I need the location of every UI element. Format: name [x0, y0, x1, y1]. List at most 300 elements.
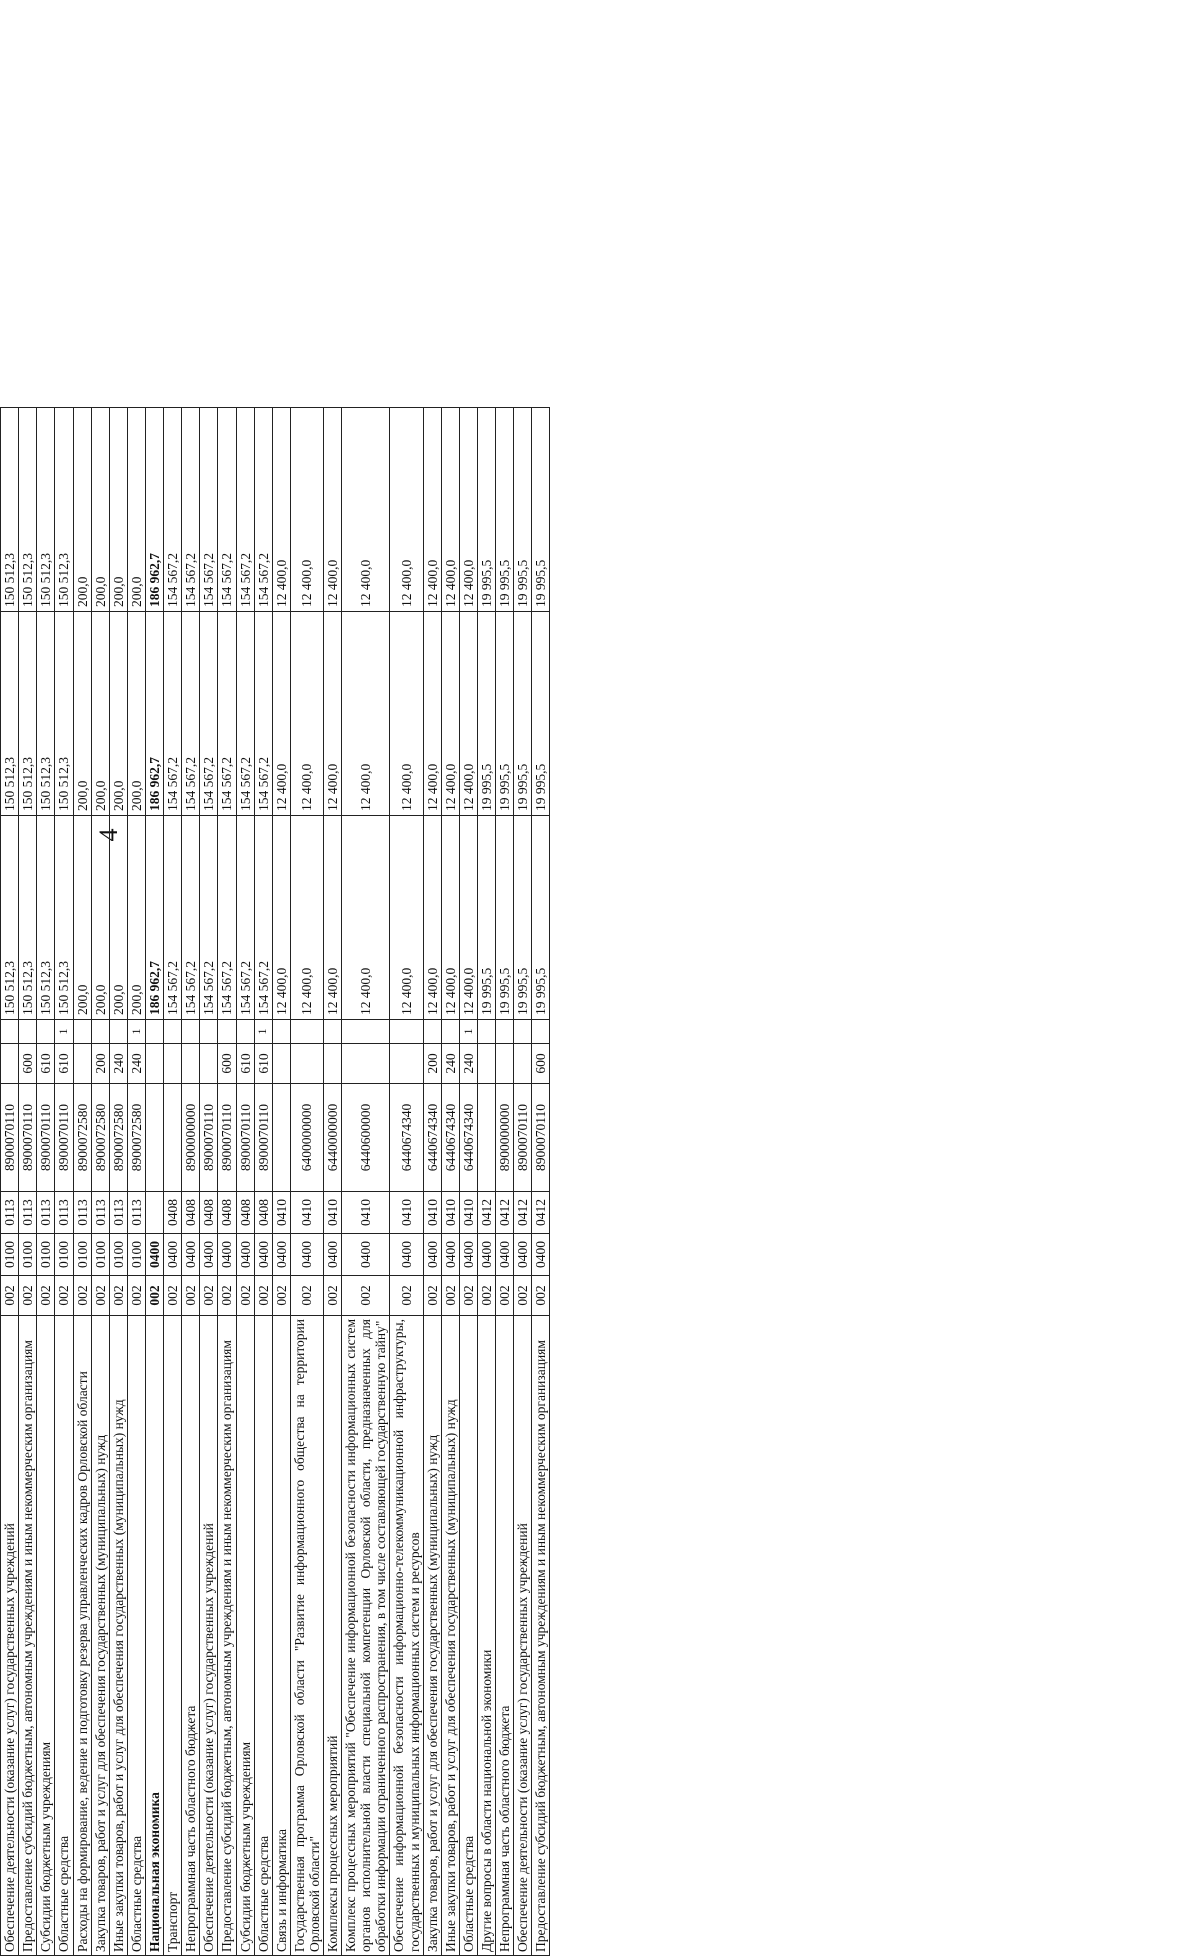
admin-code: 002: [19, 1276, 37, 1316]
subsection-code: 0113: [55, 1192, 73, 1234]
admin-code: 002: [423, 1276, 441, 1316]
table-row: [390, 408, 423, 1956]
row-name: Закупка товаров, работ и услуг для обеспечения государственных (муниципальных) нужд: [91, 1316, 109, 1956]
section-code: 0100: [127, 1234, 145, 1276]
amount-year-1: 12 400,0: [459, 816, 477, 1020]
amount-year-3: 19 995,5: [514, 408, 532, 612]
admin-code: 002: [496, 1276, 514, 1316]
table-row: [324, 408, 342, 1956]
section-code: 0100: [55, 1234, 73, 1276]
table-row: [127, 408, 145, 1956]
extra-mark: 1: [254, 1020, 272, 1044]
amount-year-3: 200,0: [127, 408, 145, 612]
amount-year-2: 186 962,7: [145, 612, 163, 816]
target-item-code: [272, 1084, 290, 1192]
section-code: 0100: [109, 1234, 127, 1276]
row-name: Непрограммная часть областного бюджета: [496, 1316, 514, 1956]
target-item-code: 6400000000: [290, 1084, 323, 1192]
admin-code: 002: [324, 1276, 342, 1316]
amount-year-3: 19 995,5: [532, 408, 550, 612]
row-name: Иные закупки товаров, работ и услуг для обеспечения государственных (муниципальных) нужд: [441, 1316, 459, 1956]
target-item-code: 8900000000: [182, 1084, 200, 1192]
extra-mark: [145, 1020, 163, 1044]
amount-year-3: 154 567,2: [200, 408, 218, 612]
admin-code: 002: [55, 1276, 73, 1316]
admin-code: 002: [91, 1276, 109, 1316]
target-item-code: 8900070110: [514, 1084, 532, 1192]
subsection-code: 0113: [1, 1192, 19, 1234]
amount-year-2: 12 400,0: [441, 612, 459, 816]
amount-year-1: 200,0: [73, 816, 91, 1020]
amount-year-3: 200,0: [91, 408, 109, 612]
expense-type-code: 600: [19, 1044, 37, 1084]
extra-mark: 1: [127, 1020, 145, 1044]
admin-code: 002: [478, 1276, 496, 1316]
amount-year-3: 154 567,2: [182, 408, 200, 612]
admin-code: 002: [218, 1276, 236, 1316]
expense-type-code: [290, 1044, 323, 1084]
table-row: [200, 408, 218, 1956]
target-item-code: 8900070110: [236, 1084, 254, 1192]
subsection-code: 0113: [19, 1192, 37, 1234]
target-item-code: 8900070110: [19, 1084, 37, 1192]
admin-code: 002: [390, 1276, 423, 1316]
expense-type-code: 610: [55, 1044, 73, 1084]
extra-mark: [37, 1020, 55, 1044]
extra-mark: [1, 1020, 19, 1044]
row-name: Расходы на формирование, ведение и подготовку резерва управленческих кадров Орловской области: [73, 1316, 91, 1956]
target-item-code: 6440674340: [390, 1084, 423, 1192]
target-item-code: 6440000000: [324, 1084, 342, 1192]
amount-year-1: 186 962,7: [145, 816, 163, 1020]
amount-year-1: 200,0: [127, 816, 145, 1020]
row-name: Субсидии бюджетным учреждениям: [236, 1316, 254, 1956]
row-name: Государственная программа Орловской области "Развитие информационного общества на территории Орловской области": [290, 1316, 323, 1956]
row-name: Комплексы процессных мероприятий: [324, 1316, 342, 1956]
target-item-code: 8900070110: [218, 1084, 236, 1192]
table-row: [496, 408, 514, 1956]
amount-year-2: 200,0: [91, 612, 109, 816]
admin-code: 002: [145, 1276, 163, 1316]
expense-type-code: [478, 1044, 496, 1084]
target-item-code: 6440674340: [423, 1084, 441, 1192]
expense-type-code: [390, 1044, 423, 1084]
table-row: [532, 408, 550, 1956]
amount-year-3: 150 512,3: [19, 408, 37, 612]
expense-type-code: 610: [236, 1044, 254, 1084]
row-name: Обеспечение деятельности (оказание услуг) государственных учреждений: [1, 1316, 19, 1956]
amount-year-2: 150 512,3: [37, 612, 55, 816]
admin-code: 002: [236, 1276, 254, 1316]
amount-year-3: 150 512,3: [1, 408, 19, 612]
amount-year-1: 200,0: [109, 816, 127, 1020]
extra-mark: [91, 1020, 109, 1044]
row-name: Областные средства: [127, 1316, 145, 1956]
section-code: 0400: [441, 1234, 459, 1276]
table-row: [91, 408, 109, 1956]
expense-type-code: 240: [127, 1044, 145, 1084]
subsection-code: 0113: [109, 1192, 127, 1234]
table-row: [55, 408, 73, 1956]
target-item-code: 6440674340: [459, 1084, 477, 1192]
section-code: 0400: [290, 1234, 323, 1276]
table-row: [423, 408, 441, 1956]
section-code: 0100: [73, 1234, 91, 1276]
budget-table: [0, 407, 550, 1956]
admin-code: 002: [73, 1276, 91, 1316]
subsection-code: 0410: [459, 1192, 477, 1234]
table-row: [290, 408, 323, 1956]
expense-type-code: [496, 1044, 514, 1084]
expense-type-code: 240: [441, 1044, 459, 1084]
section-code: 0400: [254, 1234, 272, 1276]
amount-year-3: 186 962,7: [145, 408, 163, 612]
target-item-code: 6440600000: [342, 1084, 390, 1192]
row-name: Национальная экономика: [145, 1316, 163, 1956]
page-number: 4: [94, 828, 123, 842]
subsection-code: 0410: [290, 1192, 323, 1234]
row-name: Другие вопросы в области национальной экономики: [478, 1316, 496, 1956]
amount-year-3: 200,0: [109, 408, 127, 612]
expense-type-code: 240: [459, 1044, 477, 1084]
row-name: Обеспечение деятельности (оказание услуг) государственных учреждений: [200, 1316, 218, 1956]
amount-year-1: 150 512,3: [1, 816, 19, 1020]
subsection-code: 0113: [73, 1192, 91, 1234]
row-name: Обеспечение деятельности (оказание услуг) государственных учреждений: [514, 1316, 532, 1956]
table-body: [0, 408, 550, 1956]
amount-year-1: 12 400,0: [290, 816, 323, 1020]
target-item-code: 8900070110: [532, 1084, 550, 1192]
expense-type-code: [73, 1044, 91, 1084]
table-row: [37, 408, 55, 1956]
admin-code: 002: [1, 1276, 19, 1316]
table-row: [109, 408, 127, 1956]
subsection-code: 0412: [514, 1192, 532, 1234]
target-item-code: [478, 1084, 496, 1192]
amount-year-2: 154 567,2: [200, 612, 218, 816]
table-row: [272, 408, 290, 1956]
expense-type-code: 610: [254, 1044, 272, 1084]
subsection-code: 0410: [390, 1192, 423, 1234]
target-item-code: 8900070110: [55, 1084, 73, 1192]
subsection-code: 0410: [423, 1192, 441, 1234]
amount-year-2: 19 995,5: [478, 612, 496, 816]
table-row: [145, 408, 163, 1956]
amount-year-2: 154 567,2: [254, 612, 272, 816]
table-row: [459, 408, 477, 1956]
admin-code: 002: [200, 1276, 218, 1316]
amount-year-1: 12 400,0: [272, 816, 290, 1020]
extra-mark: [423, 1020, 441, 1044]
admin-code: 002: [164, 1276, 182, 1316]
section-code: 0400: [200, 1234, 218, 1276]
expense-type-code: [145, 1044, 163, 1084]
admin-code: 002: [441, 1276, 459, 1316]
expense-type-code: [182, 1044, 200, 1084]
extra-mark: 1: [55, 1020, 73, 1044]
amount-year-3: 12 400,0: [423, 408, 441, 612]
admin-code: 002: [109, 1276, 127, 1316]
subsection-code: 0408: [182, 1192, 200, 1234]
subsection-code: 0410: [324, 1192, 342, 1234]
row-name: Транспорт: [164, 1316, 182, 1956]
row-name: Обеспечение информационной безопасности информационно-телекоммуникационной инфраструктуры, государственных и муниципальных информационных систем и ресурсов: [390, 1316, 423, 1956]
subsection-code: 0113: [127, 1192, 145, 1234]
expense-type-code: 610: [37, 1044, 55, 1084]
subsection-code: 0410: [272, 1192, 290, 1234]
subsection-code: 0408: [254, 1192, 272, 1234]
expense-type-code: 240: [109, 1044, 127, 1084]
amount-year-1: 154 567,2: [164, 816, 182, 1020]
amount-year-3: 19 995,5: [496, 408, 514, 612]
section-code: 0400: [390, 1234, 423, 1276]
amount-year-3: 12 400,0: [272, 408, 290, 612]
amount-year-3: 19 995,5: [478, 408, 496, 612]
amount-year-2: 12 400,0: [423, 612, 441, 816]
extra-mark: [342, 1020, 390, 1044]
amount-year-3: 154 567,2: [236, 408, 254, 612]
admin-code: 002: [182, 1276, 200, 1316]
extra-mark: [218, 1020, 236, 1044]
amount-year-2: 154 567,2: [182, 612, 200, 816]
admin-code: 002: [342, 1276, 390, 1316]
admin-code: 002: [272, 1276, 290, 1316]
amount-year-3: 12 400,0: [441, 408, 459, 612]
amount-year-1: 154 567,2: [236, 816, 254, 1020]
amount-year-2: 200,0: [127, 612, 145, 816]
admin-code: 002: [459, 1276, 477, 1316]
section-code: 0400: [145, 1234, 163, 1276]
amount-year-1: 19 995,5: [514, 816, 532, 1020]
row-name: Областные средства: [55, 1316, 73, 1956]
section-code: 0400: [182, 1234, 200, 1276]
table-row: [1, 408, 19, 1956]
expense-type-code: [164, 1044, 182, 1084]
section-code: 0400: [342, 1234, 390, 1276]
extra-mark: [200, 1020, 218, 1044]
section-code: 0400: [164, 1234, 182, 1276]
row-name: Областные средства: [254, 1316, 272, 1956]
admin-code: 002: [254, 1276, 272, 1316]
section-code: 0400: [478, 1234, 496, 1276]
expense-type-code: [342, 1044, 390, 1084]
amount-year-1: 200,0: [91, 816, 109, 1020]
expense-type-code: 200: [423, 1044, 441, 1084]
amount-year-2: 154 567,2: [218, 612, 236, 816]
expense-type-code: [200, 1044, 218, 1084]
extra-mark: [73, 1020, 91, 1044]
extra-mark: [478, 1020, 496, 1044]
section-code: 0100: [1, 1234, 19, 1276]
target-item-code: 8900072580: [127, 1084, 145, 1192]
target-item-code: 8900072580: [91, 1084, 109, 1192]
section-code: 0100: [37, 1234, 55, 1276]
amount-year-3: 150 512,3: [55, 408, 73, 612]
amount-year-2: 200,0: [109, 612, 127, 816]
amount-year-3: 154 567,2: [164, 408, 182, 612]
admin-code: 002: [37, 1276, 55, 1316]
expense-type-code: [324, 1044, 342, 1084]
subsection-code: 0113: [37, 1192, 55, 1234]
subsection-code: 0408: [218, 1192, 236, 1234]
table-row: [19, 408, 37, 1956]
subsection-code: 0410: [342, 1192, 390, 1234]
amount-year-1: 154 567,2: [182, 816, 200, 1020]
row-name: Закупка товаров, работ и услуг для обеспечения государственных (муниципальных) нужд: [423, 1316, 441, 1956]
extra-mark: [19, 1020, 37, 1044]
target-item-code: 8900070110: [254, 1084, 272, 1192]
section-code: 0400: [423, 1234, 441, 1276]
amount-year-3: 150 512,3: [37, 408, 55, 612]
section-code: 0400: [496, 1234, 514, 1276]
admin-code: 002: [532, 1276, 550, 1316]
expense-type-code: 600: [218, 1044, 236, 1084]
amount-year-1: 12 400,0: [423, 816, 441, 1020]
extra-mark: [182, 1020, 200, 1044]
extra-mark: [390, 1020, 423, 1044]
subsection-code: 0408: [200, 1192, 218, 1234]
admin-code: 002: [290, 1276, 323, 1316]
subsection-code: 0412: [478, 1192, 496, 1234]
subsection-code: 0408: [164, 1192, 182, 1234]
amount-year-1: 12 400,0: [342, 816, 390, 1020]
expense-type-code: 600: [532, 1044, 550, 1084]
target-item-code: 8900070110: [37, 1084, 55, 1192]
table-row: [478, 408, 496, 1956]
expense-type-code: [272, 1044, 290, 1084]
amount-year-3: 12 400,0: [459, 408, 477, 612]
extra-mark: [109, 1020, 127, 1044]
amount-year-3: 12 400,0: [390, 408, 423, 612]
extra-mark: [496, 1020, 514, 1044]
row-name: Субсидии бюджетным учреждениям: [37, 1316, 55, 1956]
section-code: 0400: [532, 1234, 550, 1276]
amount-year-2: 12 400,0: [342, 612, 390, 816]
amount-year-3: 154 567,2: [218, 408, 236, 612]
section-code: 0400: [218, 1234, 236, 1276]
section-code: 0400: [324, 1234, 342, 1276]
amount-year-3: 200,0: [73, 408, 91, 612]
target-item-code: 8900072580: [73, 1084, 91, 1192]
amount-year-2: 12 400,0: [459, 612, 477, 816]
expense-type-code: [514, 1044, 532, 1084]
section-code: 0400: [272, 1234, 290, 1276]
admin-code: 002: [514, 1276, 532, 1316]
amount-year-1: 150 512,3: [37, 816, 55, 1020]
extra-mark: [324, 1020, 342, 1044]
amount-year-3: 154 567,2: [254, 408, 272, 612]
subsection-code: 0412: [496, 1192, 514, 1234]
amount-year-1: 150 512,3: [55, 816, 73, 1020]
extra-mark: [164, 1020, 182, 1044]
amount-year-1: 12 400,0: [390, 816, 423, 1020]
table-row: [182, 408, 200, 1956]
amount-year-1: 154 567,2: [200, 816, 218, 1020]
section-code: 0400: [236, 1234, 254, 1276]
amount-year-1: 19 995,5: [496, 816, 514, 1020]
table-row: [218, 408, 236, 1956]
subsection-code: 0412: [532, 1192, 550, 1234]
section-code: 0100: [91, 1234, 109, 1276]
amount-year-1: 12 400,0: [324, 816, 342, 1020]
expense-type-code: [1, 1044, 19, 1084]
extra-mark: [272, 1020, 290, 1044]
subsection-code: [145, 1192, 163, 1234]
amount-year-3: 12 400,0: [290, 408, 323, 612]
amount-year-2: 154 567,2: [164, 612, 182, 816]
amount-year-2: 200,0: [73, 612, 91, 816]
table-row: [254, 408, 272, 1956]
amount-year-1: 150 512,3: [19, 816, 37, 1020]
table-row: [441, 408, 459, 1956]
expense-type-code: 200: [91, 1044, 109, 1084]
extra-mark: 1: [459, 1020, 477, 1044]
row-name: Иные закупки товаров, работ и услуг для обеспечения государственных (муниципальных) нужд: [109, 1316, 127, 1956]
amount-year-2: 150 512,3: [1, 612, 19, 816]
extra-mark: [236, 1020, 254, 1044]
target-item-code: 8900072580: [109, 1084, 127, 1192]
table-row: [342, 408, 390, 1956]
amount-year-3: 12 400,0: [324, 408, 342, 612]
table-row: [236, 408, 254, 1956]
amount-year-2: 150 512,3: [55, 612, 73, 816]
section-code: 0100: [19, 1234, 37, 1276]
amount-year-1: 19 995,5: [478, 816, 496, 1020]
amount-year-1: 12 400,0: [441, 816, 459, 1020]
target-item-code: [145, 1084, 163, 1192]
target-item-code: 8900070110: [1, 1084, 19, 1192]
amount-year-2: 19 995,5: [532, 612, 550, 816]
amount-year-2: 12 400,0: [272, 612, 290, 816]
row-name: Комплекс процессных мероприятий "Обеспечение информационной безопасности информационных систем органов исполнительной власти специальной компетенции Орловской области, предназначенных для обработки информации ограниченного распространения, в том числе составляющей государственную тайну": [342, 1316, 390, 1956]
extra-mark: [441, 1020, 459, 1044]
amount-year-1: 154 567,2: [218, 816, 236, 1020]
table-row: [73, 408, 91, 1956]
target-item-code: [164, 1084, 182, 1192]
section-code: 0400: [514, 1234, 532, 1276]
amount-year-2: 154 567,2: [236, 612, 254, 816]
row-name: Непрограммная часть областного бюджета: [182, 1316, 200, 1956]
row-name: Предоставление субсидий бюджетным, автономным учреждениям и иным некоммерческим организациям: [19, 1316, 37, 1956]
subsection-code: 0410: [441, 1192, 459, 1234]
amount-year-2: 19 995,5: [496, 612, 514, 816]
subsection-code: 0408: [236, 1192, 254, 1234]
rotated-budget-table: [0, 408, 564, 1956]
target-item-code: 6440674340: [441, 1084, 459, 1192]
row-name: Областные средства: [459, 1316, 477, 1956]
admin-code: 002: [127, 1276, 145, 1316]
row-name: Предоставление субсидий бюджетным, автономным учреждениям и иным некоммерческим организациям: [532, 1316, 550, 1956]
amount-year-3: 12 400,0: [342, 408, 390, 612]
subsection-code: 0113: [91, 1192, 109, 1234]
target-item-code: 8900000000: [496, 1084, 514, 1192]
table-row: [514, 408, 532, 1956]
amount-year-2: 12 400,0: [324, 612, 342, 816]
amount-year-2: 150 512,3: [19, 612, 37, 816]
target-item-code: 8900070110: [200, 1084, 218, 1192]
amount-year-2: 12 400,0: [390, 612, 423, 816]
row-name: Предоставление субсидий бюджетным, автономным учреждениям и иным некоммерческим организациям: [218, 1316, 236, 1956]
extra-mark: [290, 1020, 323, 1044]
amount-year-1: 154 567,2: [254, 816, 272, 1020]
row-name: Связь и информатика: [272, 1316, 290, 1956]
amount-year-2: 12 400,0: [290, 612, 323, 816]
amount-year-1: 19 995,5: [532, 816, 550, 1020]
extra-mark: [514, 1020, 532, 1044]
section-code: 0400: [459, 1234, 477, 1276]
extra-mark: [532, 1020, 550, 1044]
amount-year-2: 19 995,5: [514, 612, 532, 816]
